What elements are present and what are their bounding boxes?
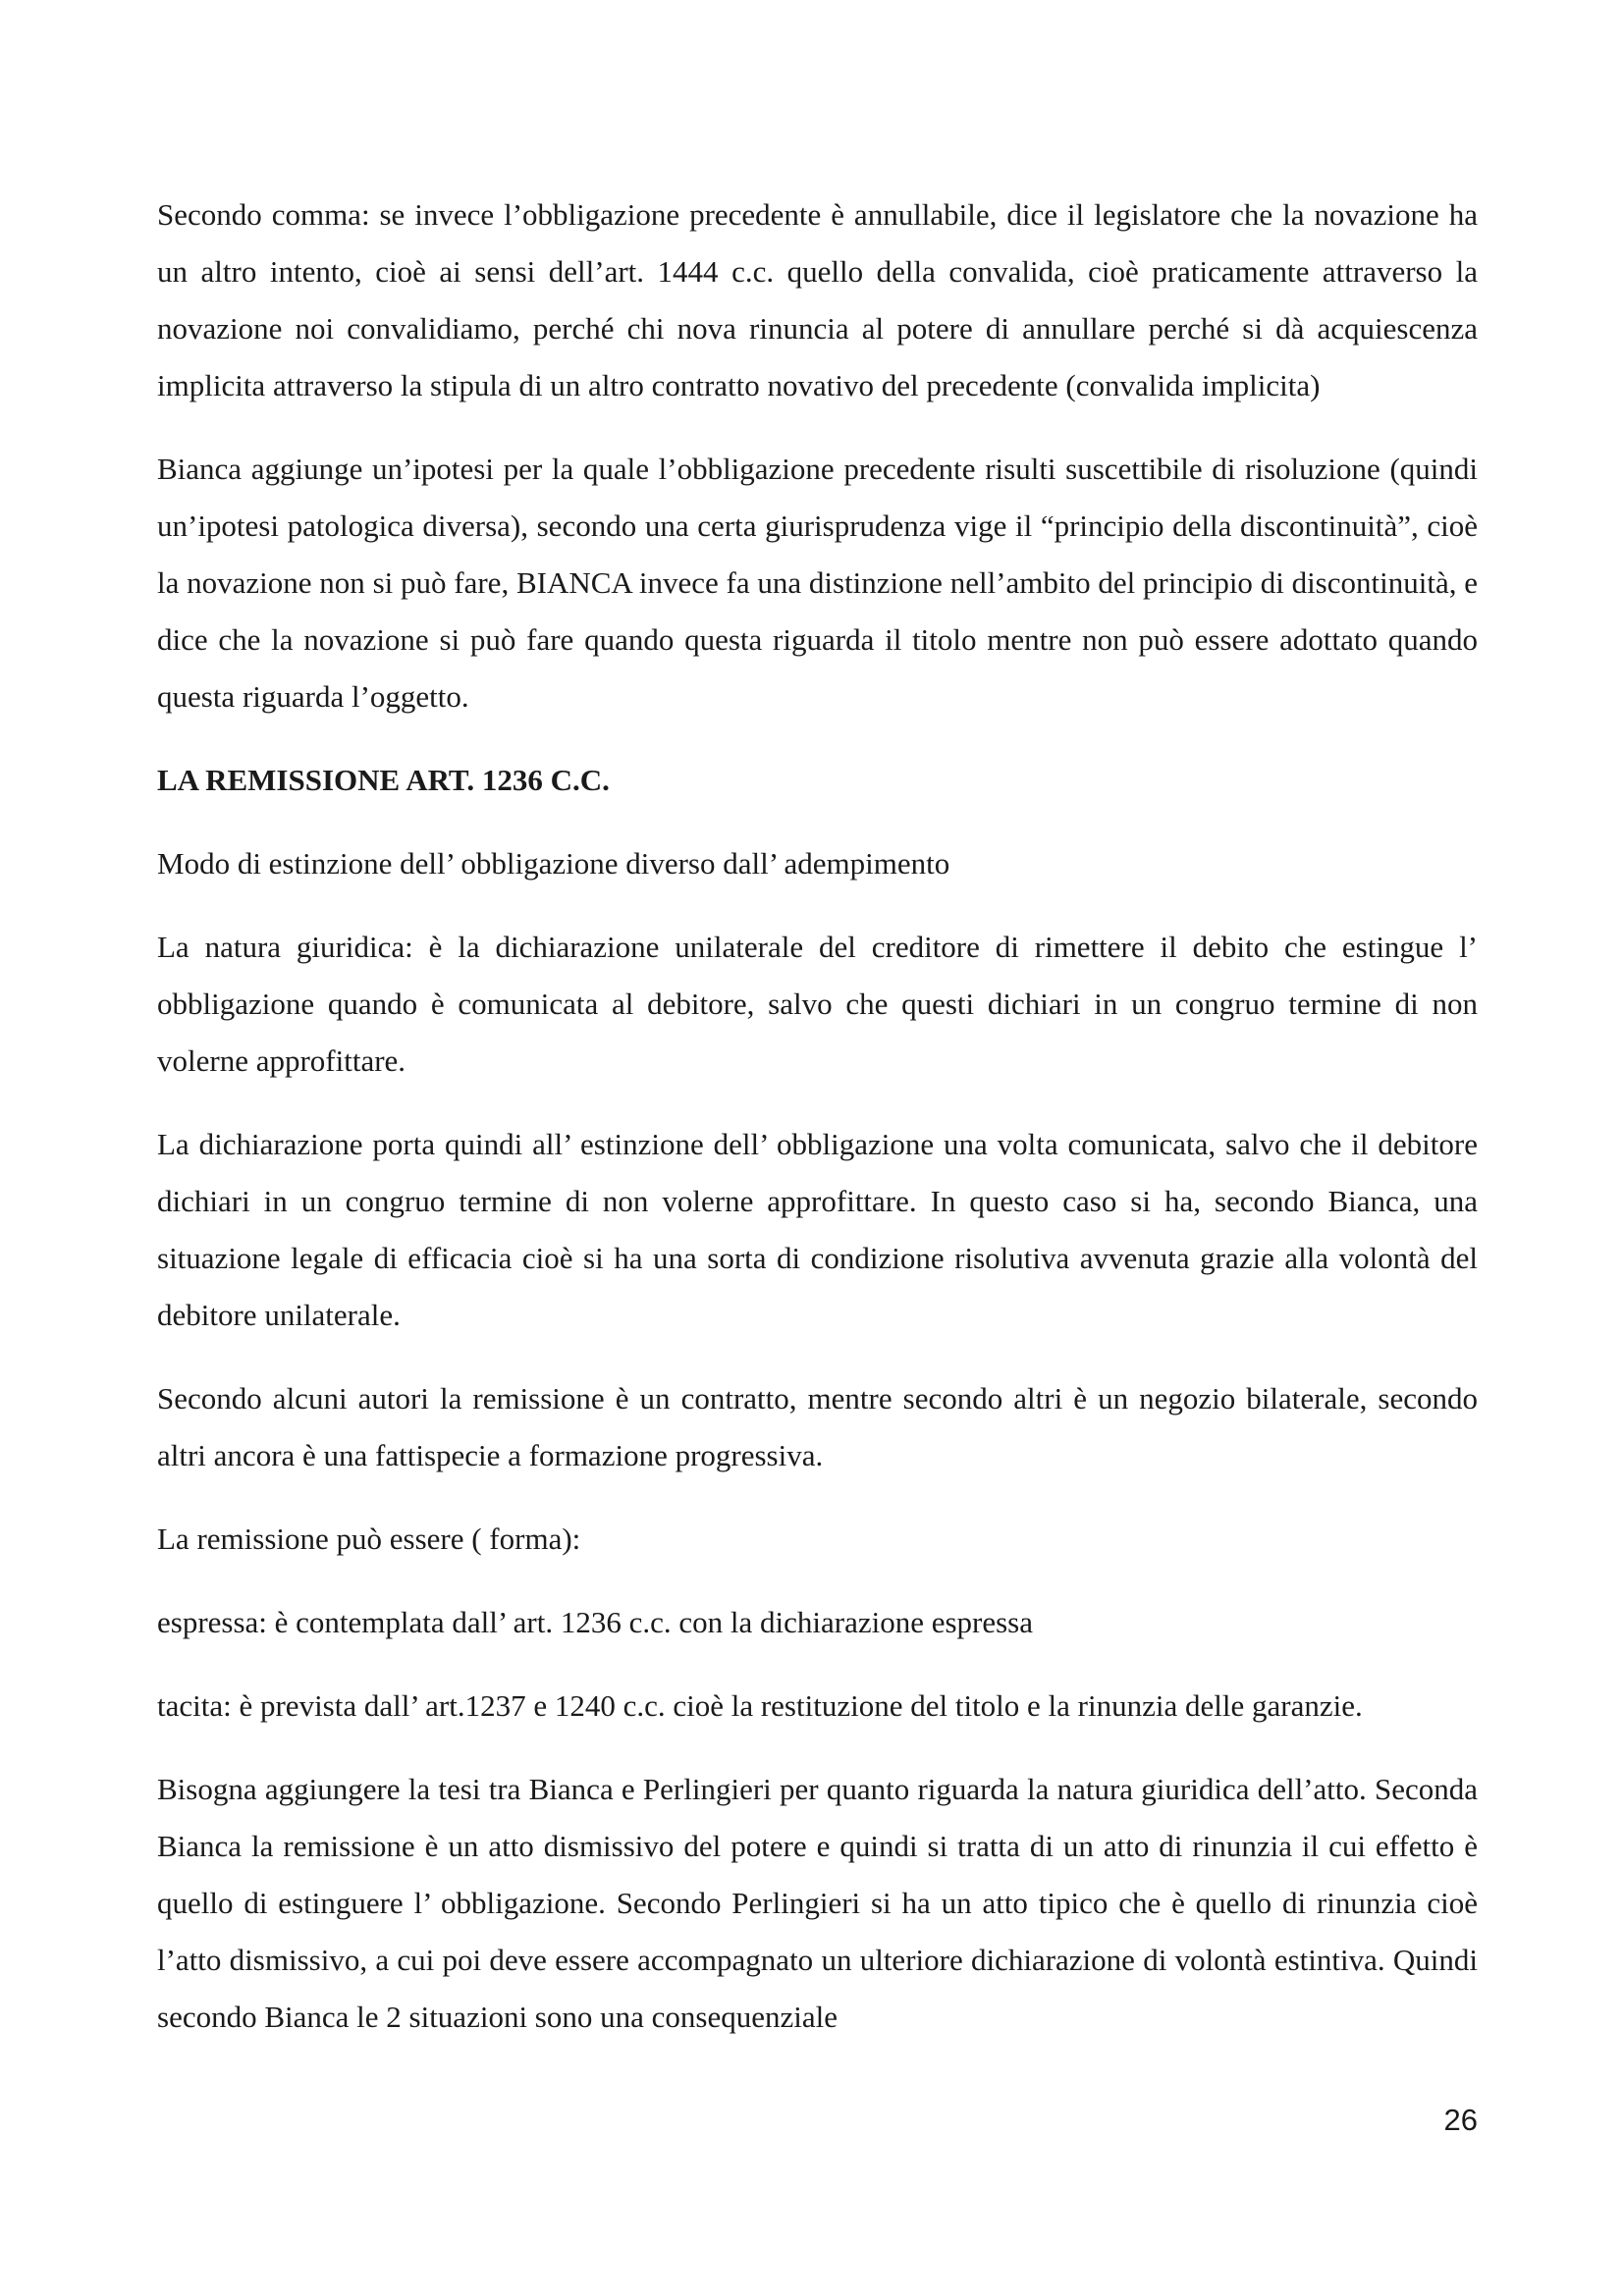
- paragraph-tacita: tacita: è prevista dall’ art.1237 e 1240 c.c. cioè la restituzione del titolo e la rinunzia delle garanzie.: [157, 1688, 1363, 1723]
- section-heading: LA REMISSIONE ART. 1236 C.C.: [157, 763, 610, 797]
- paragraph-secondo-comma: Secondo comma: se invece l’obbligazione precedente è annullabile, dice il legislatore che la novazione ha un altro intento, cioè ai sensi dell’art. 1444 c.c. quello della convalida, cioè praticamente attraverso la novazione noi convalidiamo, perché chi nova rinuncia al potere di annullare perché si dà acquiescenza implicita attraverso la stipula di un altro contratto novativo del precedente (convalida implicita): [157, 197, 1478, 402]
- paragraph-forma: La remissione può essere ( forma):: [157, 1522, 581, 1556]
- page-number: 26: [1443, 2103, 1478, 2137]
- paragraph-dichiarazione: La dichiarazione porta quindi all’ estinzione dell’ obbligazione una volta comunicata, salvo che il debitore dichiari in un congruo termine di non volerne approfittare. In questo caso si ha, secondo Bianca, una situazione legale di efficacia cioè si ha una sorta di condizione risolutiva avvenuta grazie alla volontà del debitore unilaterale.: [157, 1127, 1478, 1332]
- document-page: [157, 187, 1478, 2072]
- paragraph-tesi-bianca-perlingieri: Bisogna aggiungere la tesi tra Bianca e Perlingieri per quanto riguarda la natura giuridica dell’atto. Seconda Bianca la remissione è un atto dismissivo del potere e quindi si tratta di un atto di rinunzia il cui effetto è quello di estinguere l’ obbligazione. Secondo Perlingieri si ha un atto tipico che è quello di rinunzia cioè l’atto dismissivo, a cui poi deve essere accompagnato un ulteriore dichiarazione di volontà estintiva. Quindi secondo Bianca le 2 situazioni sono una consequenziale: [157, 1772, 1478, 2034]
- paragraph-bianca-ipotesi: Bianca aggiunge un’ipotesi per la quale l’obbligazione precedente risulti suscettibile di risoluzione (quindi un’ipotesi patologica diversa), secondo una certa giurisprudenza vige il “principio della discontinuità”, cioè la novazione non si può fare, BIANCA invece fa una distinzione nell’ambito del principio di discontinuità, e dice che la novazione si può fare quando questa riguarda il titolo mentre non può essere adottato quando questa riguarda l’oggetto.: [157, 452, 1478, 714]
- paragraph-espressa: espressa: è contemplata dall’ art. 1236 c.c. con la dichiarazione espressa: [157, 1605, 1034, 1639]
- paragraph-modo-estinzione: Modo di estinzione dell’ obbligazione diverso dall’ adempimento: [157, 846, 950, 881]
- paragraph-natura-giuridica: La natura giuridica: è la dichiarazione unilaterale del creditore di rimettere il debito che estingue l’ obbligazione quando è comunicata al debitore, salvo che questi dichiari in un congruo termine di non volerne approfittare.: [157, 930, 1478, 1078]
- paragraph-secondo-alcuni-autori: Secondo alcuni autori la remissione è un contratto, mentre secondo altri è un negozio bilaterale, secondo altri ancora è una fattispecie a formazione progressiva.: [157, 1381, 1478, 1472]
